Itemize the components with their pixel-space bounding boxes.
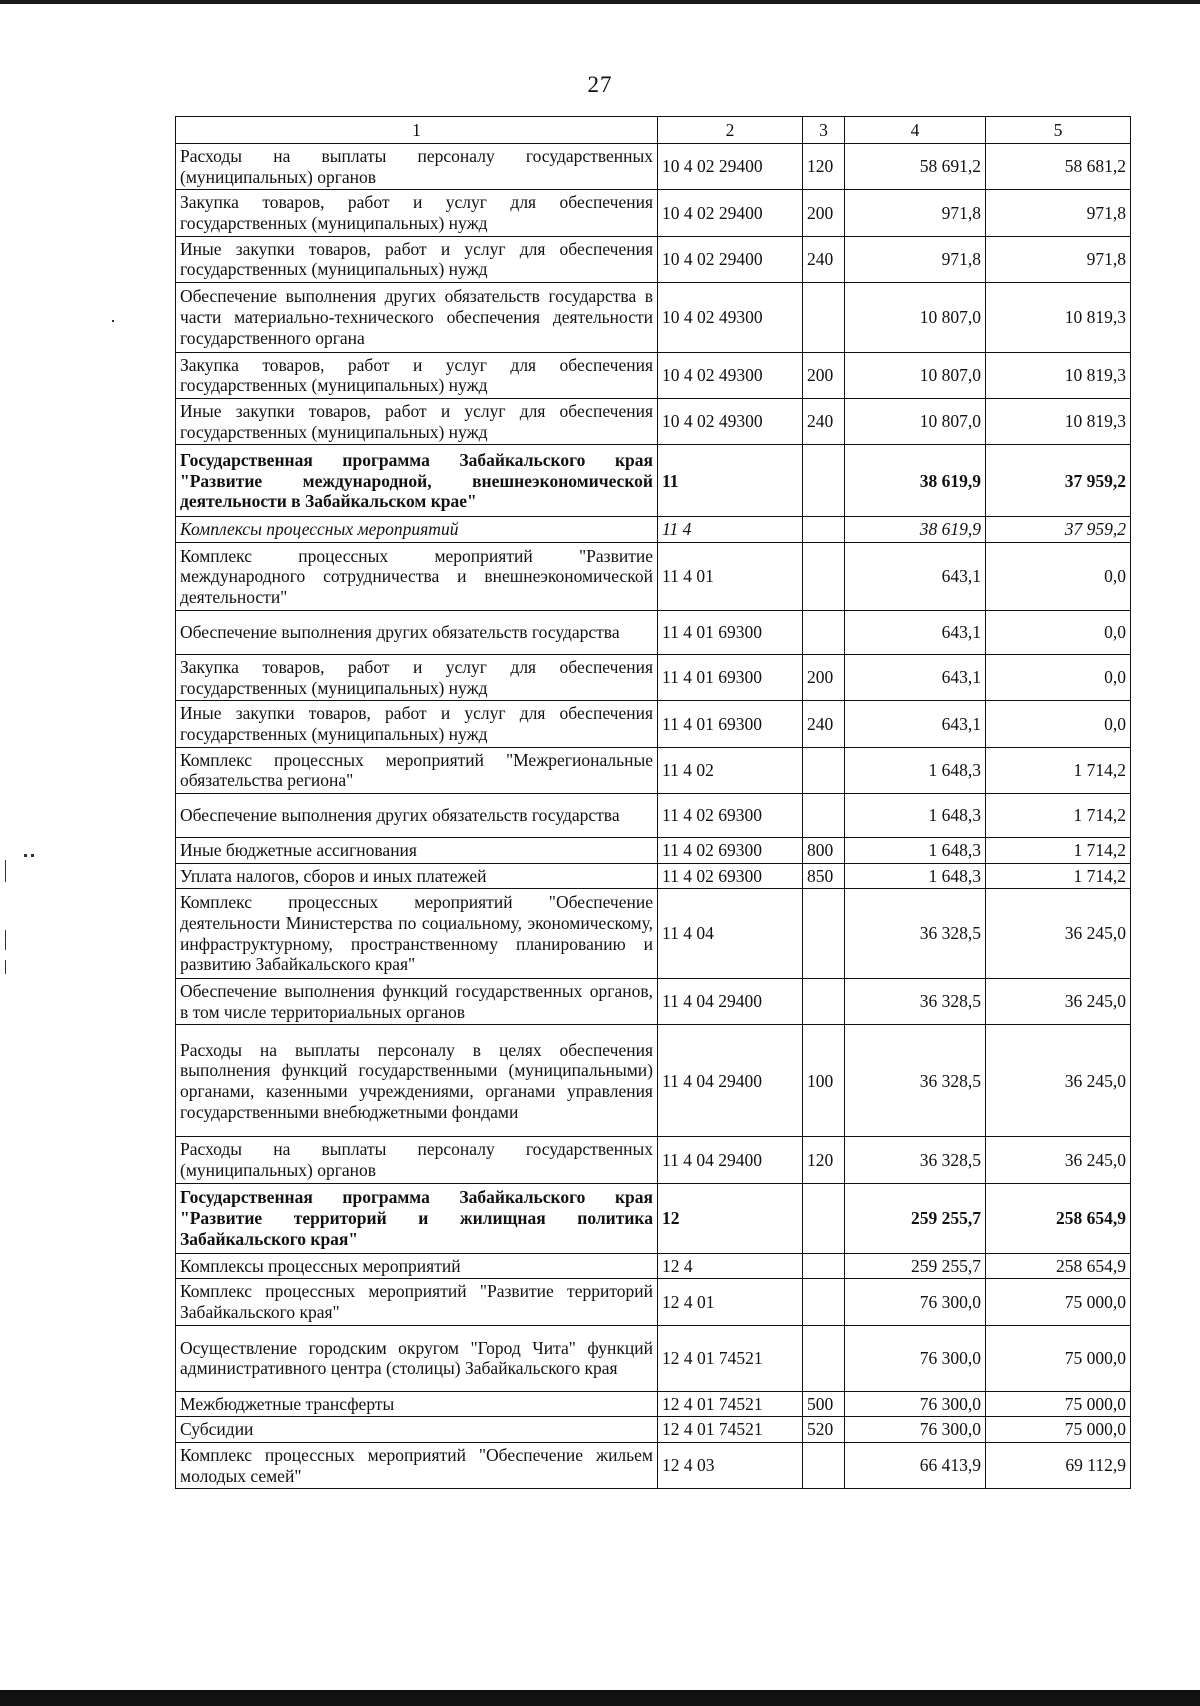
row-type bbox=[803, 747, 845, 793]
row-code: 11 bbox=[658, 445, 803, 517]
row-code: 10 4 02 49300 bbox=[658, 352, 803, 398]
row-name: Закупка товаров, работ и услуг для обеспечения государственных (муниципальных) нужд bbox=[176, 655, 658, 701]
row-type: 200 bbox=[803, 655, 845, 701]
row-amount-1: 643,1 bbox=[845, 611, 986, 655]
row-name: Расходы на выплаты персоналу государственных (муниципальных) органов bbox=[176, 144, 658, 190]
table-row bbox=[176, 1417, 1131, 1443]
row-code: 12 bbox=[658, 1183, 803, 1253]
table-row bbox=[176, 282, 1131, 352]
row-amount-1: 10 807,0 bbox=[845, 399, 986, 445]
row-code: 12 4 03 bbox=[658, 1442, 803, 1488]
row-name: Государственная программа Забайкальского края "Развитие территорий и жилищная политика Забайкальского края" bbox=[176, 1183, 658, 1253]
row-name: Иные закупки товаров, работ и услуг для обеспечения государственных (муниципальных) нужд bbox=[176, 399, 658, 445]
row-amount-2: 10 819,3 bbox=[986, 352, 1131, 398]
row-name: Комплексы процессных мероприятий bbox=[176, 1253, 658, 1279]
row-code: 12 4 01 74521 bbox=[658, 1325, 803, 1391]
row-type: 240 bbox=[803, 236, 845, 282]
row-type bbox=[803, 543, 845, 611]
table-row bbox=[176, 1137, 1131, 1183]
row-amount-1: 36 328,5 bbox=[845, 889, 986, 979]
table-row bbox=[176, 701, 1131, 747]
row-name: Комплекс процессных мероприятий "Обеспечение деятельности Министерства по социальному, экономическому, инфраструктурному, пространственному планированию и развитию Забайкальского края" bbox=[176, 889, 658, 979]
row-code: 11 4 04 29400 bbox=[658, 1025, 803, 1137]
row-code: 12 4 01 74521 bbox=[658, 1417, 803, 1443]
table-row bbox=[176, 837, 1131, 863]
row-amount-1: 1 648,3 bbox=[845, 837, 986, 863]
table-row bbox=[176, 1253, 1131, 1279]
row-name: Обеспечение выполнения функций государственных органов, в том числе территориальных органов bbox=[176, 979, 658, 1025]
row-type: 240 bbox=[803, 399, 845, 445]
row-amount-2: 36 245,0 bbox=[986, 1025, 1131, 1137]
page-number: 27 bbox=[587, 72, 613, 97]
row-code: 12 4 01 bbox=[658, 1279, 803, 1325]
row-name: Иные закупки товаров, работ и услуг для обеспечения государственных (муниципальных) нужд bbox=[176, 701, 658, 747]
table-body bbox=[176, 144, 1131, 1489]
table-row bbox=[176, 1183, 1131, 1253]
row-name: Комплекс процессных мероприятий "Развитие территорий Забайкальского края" bbox=[176, 1279, 658, 1325]
row-code: 11 4 01 69300 bbox=[658, 655, 803, 701]
scan-artifact-dots bbox=[31, 854, 34, 857]
row-type bbox=[803, 1279, 845, 1325]
row-code: 10 4 02 29400 bbox=[658, 190, 803, 236]
row-amount-2: 1 714,2 bbox=[986, 863, 1131, 889]
scan-bottom-edge bbox=[0, 1690, 1200, 1706]
row-amount-2: 0,0 bbox=[986, 543, 1131, 611]
row-amount-1: 66 413,9 bbox=[845, 1442, 986, 1488]
scan-artifact-line bbox=[5, 860, 6, 882]
table-row bbox=[176, 399, 1131, 445]
row-code: 11 4 02 69300 bbox=[658, 863, 803, 889]
row-amount-2: 36 245,0 bbox=[986, 1137, 1131, 1183]
row-type: 200 bbox=[803, 190, 845, 236]
row-amount-2: 971,8 bbox=[986, 236, 1131, 282]
row-code: 11 4 02 69300 bbox=[658, 837, 803, 863]
row-amount-2: 58 681,2 bbox=[986, 144, 1131, 190]
column-header-code: 2 bbox=[658, 117, 803, 144]
row-amount-1: 76 300,0 bbox=[845, 1391, 986, 1417]
table-row bbox=[176, 445, 1131, 517]
row-amount-2: 0,0 bbox=[986, 701, 1131, 747]
row-type: 200 bbox=[803, 352, 845, 398]
row-type: 120 bbox=[803, 1137, 845, 1183]
scan-artifact-line bbox=[5, 930, 6, 950]
row-code: 11 4 01 69300 bbox=[658, 611, 803, 655]
row-type: 240 bbox=[803, 701, 845, 747]
column-header-name: 1 bbox=[176, 117, 658, 144]
row-amount-1: 76 300,0 bbox=[845, 1417, 986, 1443]
row-amount-2: 75 000,0 bbox=[986, 1325, 1131, 1391]
row-code: 11 4 04 bbox=[658, 889, 803, 979]
table-row bbox=[176, 655, 1131, 701]
row-amount-2: 0,0 bbox=[986, 611, 1131, 655]
row-name: Уплата налогов, сборов и иных платежей bbox=[176, 863, 658, 889]
row-amount-2: 258 654,9 bbox=[986, 1253, 1131, 1279]
table-row bbox=[176, 863, 1131, 889]
row-name: Расходы на выплаты персоналу государственных (муниципальных) органов bbox=[176, 1137, 658, 1183]
row-name: Комплексы процессных мероприятий bbox=[176, 517, 658, 543]
table-row bbox=[176, 1279, 1131, 1325]
table-row bbox=[176, 190, 1131, 236]
header-row bbox=[176, 117, 1131, 144]
row-amount-1: 971,8 bbox=[845, 190, 986, 236]
row-name: Обеспечение выполнения других обязательств государства bbox=[176, 793, 658, 837]
table-row bbox=[176, 747, 1131, 793]
row-type: 500 bbox=[803, 1391, 845, 1417]
row-name: Комплекс процессных мероприятий "Развитие международного сотрудничества и внешнеэкономической деятельности" bbox=[176, 543, 658, 611]
row-amount-1: 259 255,7 bbox=[845, 1253, 986, 1279]
table-row bbox=[176, 889, 1131, 979]
table-row bbox=[176, 517, 1131, 543]
row-code: 12 4 01 74521 bbox=[658, 1391, 803, 1417]
row-code: 10 4 02 29400 bbox=[658, 236, 803, 282]
row-code: 11 4 04 29400 bbox=[658, 979, 803, 1025]
row-type: 520 bbox=[803, 1417, 845, 1443]
row-type bbox=[803, 889, 845, 979]
scan-top-edge bbox=[0, 0, 1200, 4]
row-amount-1: 643,1 bbox=[845, 543, 986, 611]
row-amount-2: 36 245,0 bbox=[986, 889, 1131, 979]
row-amount-1: 1 648,3 bbox=[845, 747, 986, 793]
row-amount-1: 76 300,0 bbox=[845, 1325, 986, 1391]
row-amount-2: 1 714,2 bbox=[986, 837, 1131, 863]
table-row bbox=[176, 352, 1131, 398]
row-amount-1: 58 691,2 bbox=[845, 144, 986, 190]
row-amount-1: 643,1 bbox=[845, 655, 986, 701]
row-amount-1: 1 648,3 bbox=[845, 793, 986, 837]
row-amount-1: 1 648,3 bbox=[845, 863, 986, 889]
table-row bbox=[176, 1442, 1131, 1488]
row-type bbox=[803, 1183, 845, 1253]
row-amount-1: 38 619,9 bbox=[845, 445, 986, 517]
row-name: Государственная программа Забайкальского края "Развитие международной, внешнеэкономической деятельности в Забайкальском крае" bbox=[176, 445, 658, 517]
row-amount-2: 971,8 bbox=[986, 190, 1131, 236]
row-amount-2: 37 959,2 bbox=[986, 517, 1131, 543]
table-row bbox=[176, 793, 1131, 837]
row-name: Комплекс процессных мероприятий "Межрегиональные обязательства региона" bbox=[176, 747, 658, 793]
row-amount-2: 10 819,3 bbox=[986, 399, 1131, 445]
row-amount-1: 10 807,0 bbox=[845, 282, 986, 352]
row-name: Расходы на выплаты персоналу в целях обеспечения выполнения функций государственными (муниципальными) органами, казенными учреждениями, органами управления государственными внебюджетными фондами bbox=[176, 1025, 658, 1137]
row-code: 11 4 bbox=[658, 517, 803, 543]
table-row bbox=[176, 1025, 1131, 1137]
row-amount-1: 643,1 bbox=[845, 701, 986, 747]
row-amount-2: 69 112,9 bbox=[986, 1442, 1131, 1488]
scan-artifact-line bbox=[5, 960, 6, 974]
table-row bbox=[176, 1391, 1131, 1417]
row-amount-1: 36 328,5 bbox=[845, 979, 986, 1025]
row-code: 12 4 bbox=[658, 1253, 803, 1279]
row-name: Закупка товаров, работ и услуг для обеспечения государственных (муниципальных) нужд bbox=[176, 190, 658, 236]
row-type bbox=[803, 517, 845, 543]
scan-artifact-dot bbox=[112, 320, 114, 322]
row-amount-1: 38 619,9 bbox=[845, 517, 986, 543]
row-amount-1: 36 328,5 bbox=[845, 1137, 986, 1183]
row-type: 850 bbox=[803, 863, 845, 889]
table-row bbox=[176, 1325, 1131, 1391]
row-amount-2: 1 714,2 bbox=[986, 793, 1131, 837]
row-type: 800 bbox=[803, 837, 845, 863]
row-code: 11 4 02 bbox=[658, 747, 803, 793]
row-name: Обеспечение выполнения других обязательств государства в части материально-технического обеспечения деятельности государственного органа bbox=[176, 282, 658, 352]
row-code: 11 4 04 29400 bbox=[658, 1137, 803, 1183]
row-type bbox=[803, 611, 845, 655]
row-code: 10 4 02 49300 bbox=[658, 282, 803, 352]
row-amount-2: 75 000,0 bbox=[986, 1391, 1131, 1417]
table-row bbox=[176, 611, 1131, 655]
row-name: Обеспечение выполнения других обязательств государства bbox=[176, 611, 658, 655]
column-header-amount-1: 4 bbox=[845, 117, 986, 144]
row-amount-1: 971,8 bbox=[845, 236, 986, 282]
row-code: 11 4 01 bbox=[658, 543, 803, 611]
row-code: 10 4 02 29400 bbox=[658, 144, 803, 190]
row-type bbox=[803, 1253, 845, 1279]
row-name: Субсидии bbox=[176, 1417, 658, 1443]
table-row bbox=[176, 236, 1131, 282]
row-amount-1: 36 328,5 bbox=[845, 1025, 986, 1137]
row-type bbox=[803, 979, 845, 1025]
row-name: Иные закупки товаров, работ и услуг для обеспечения государственных (муниципальных) нужд bbox=[176, 236, 658, 282]
row-type bbox=[803, 445, 845, 517]
row-code: 10 4 02 49300 bbox=[658, 399, 803, 445]
row-type bbox=[803, 1325, 845, 1391]
table-row bbox=[176, 543, 1131, 611]
row-amount-2: 36 245,0 bbox=[986, 979, 1131, 1025]
row-amount-1: 10 807,0 bbox=[845, 352, 986, 398]
row-type bbox=[803, 1442, 845, 1488]
row-amount-1: 76 300,0 bbox=[845, 1279, 986, 1325]
row-name: Осуществление городским округом "Город Чита" функций административного центра (столицы) Забайкальского края bbox=[176, 1325, 658, 1391]
row-amount-1: 259 255,7 bbox=[845, 1183, 986, 1253]
row-name: Межбюджетные трансферты bbox=[176, 1391, 658, 1417]
row-code: 11 4 02 69300 bbox=[658, 793, 803, 837]
row-amount-2: 258 654,9 bbox=[986, 1183, 1131, 1253]
scan-artifact-dots bbox=[24, 854, 27, 857]
budget-table bbox=[175, 116, 1131, 1489]
row-name: Иные бюджетные ассигнования bbox=[176, 837, 658, 863]
row-type bbox=[803, 282, 845, 352]
row-type: 100 bbox=[803, 1025, 845, 1137]
row-amount-2: 1 714,2 bbox=[986, 747, 1131, 793]
row-name: Комплекс процессных мероприятий "Обеспечение жильем молодых семей" bbox=[176, 1442, 658, 1488]
column-header-amount-2: 5 bbox=[986, 117, 1131, 144]
table-row bbox=[176, 144, 1131, 190]
column-header-type: 3 bbox=[803, 117, 845, 144]
row-name: Закупка товаров, работ и услуг для обеспечения государственных (муниципальных) нужд bbox=[176, 352, 658, 398]
row-amount-2: 75 000,0 bbox=[986, 1417, 1131, 1443]
row-amount-2: 75 000,0 bbox=[986, 1279, 1131, 1325]
row-type bbox=[803, 793, 845, 837]
row-type: 120 bbox=[803, 144, 845, 190]
row-code: 11 4 01 69300 bbox=[658, 701, 803, 747]
row-amount-2: 0,0 bbox=[986, 655, 1131, 701]
row-amount-2: 10 819,3 bbox=[986, 282, 1131, 352]
row-amount-2: 37 959,2 bbox=[986, 445, 1131, 517]
table-row bbox=[176, 979, 1131, 1025]
